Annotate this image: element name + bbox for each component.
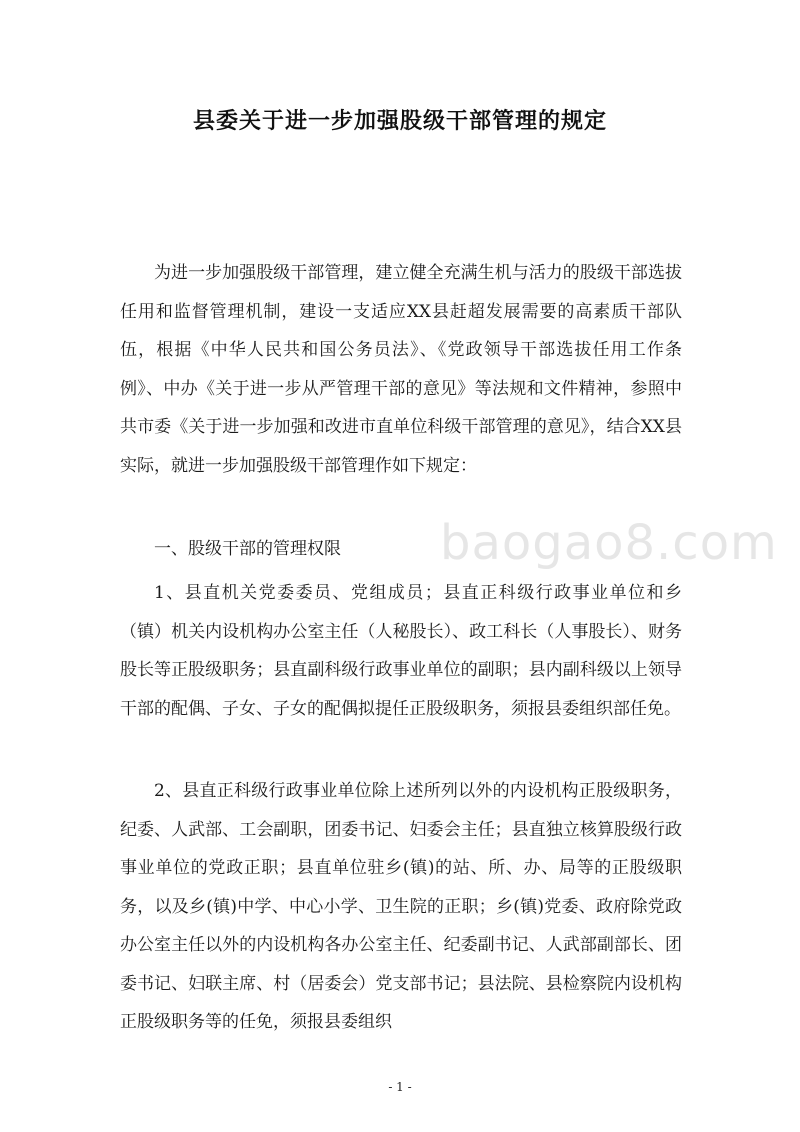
clause-1-paragraph: 1、县直机关党委委员、党组成员；县直正科级行政事业单位和乡（镇）机关内设机构办公室主任（人秘股长）、政工科长（人事股长）、财务股长等正股级职务；县直副科级行政事业单位的副职；县内副科级以上领导干部的配偶、子女、子女的配偶拟提任正股级职务，须报县委组织部任免。 <box>120 583 682 719</box>
page-number: - 1 - <box>388 1080 412 1094</box>
intro-paragraph: 为进一步加强股级干部管理，建立健全充满生机与活力的股级干部选拔任用和监督管理机制，建设一支适应XX县赶超发展需要的高素质干部队伍，根据《中华人民共和国公务员法》、《党政领导干部选拔任用工作条例》、中办《关于进一步从严管理干部的意见》等法规和文件精神，参照中共市委《关于进一步加强和改进市直单位科级干部管理的意见》，结合XX县实际，就进一步加强股级干部管理作如下规定： <box>120 263 682 476</box>
clause-2-paragraph: 2、县直正科级行政事业单位除上述所列以外的内设机构正股级职务，纪委、人武部、工会副职，团委书记、妇委会主任；县直独立核算股级行政事业单位的党政正职；县直单位驻乡(镇)的站、所、办、局等的正股级职务，以及乡(镇)中学、中心小学、卫生院的正职；乡(镇)党委、政府除党政办公室主任以外的内设机构各办公室主任、纪委副书记、人武部副部长、团委书记、妇联主席、村（居委会）党支部书记；县法院、县检察院内设机构正股级职务等的任免，须报县委组织 <box>120 781 682 1032</box>
document-title: 县委关于进一步加强股级干部管理的规定 <box>192 109 607 134</box>
watermark-text: baogao8.com <box>440 515 778 571</box>
section-heading-management-authority: 一、股级干部的管理权限 <box>154 539 341 559</box>
